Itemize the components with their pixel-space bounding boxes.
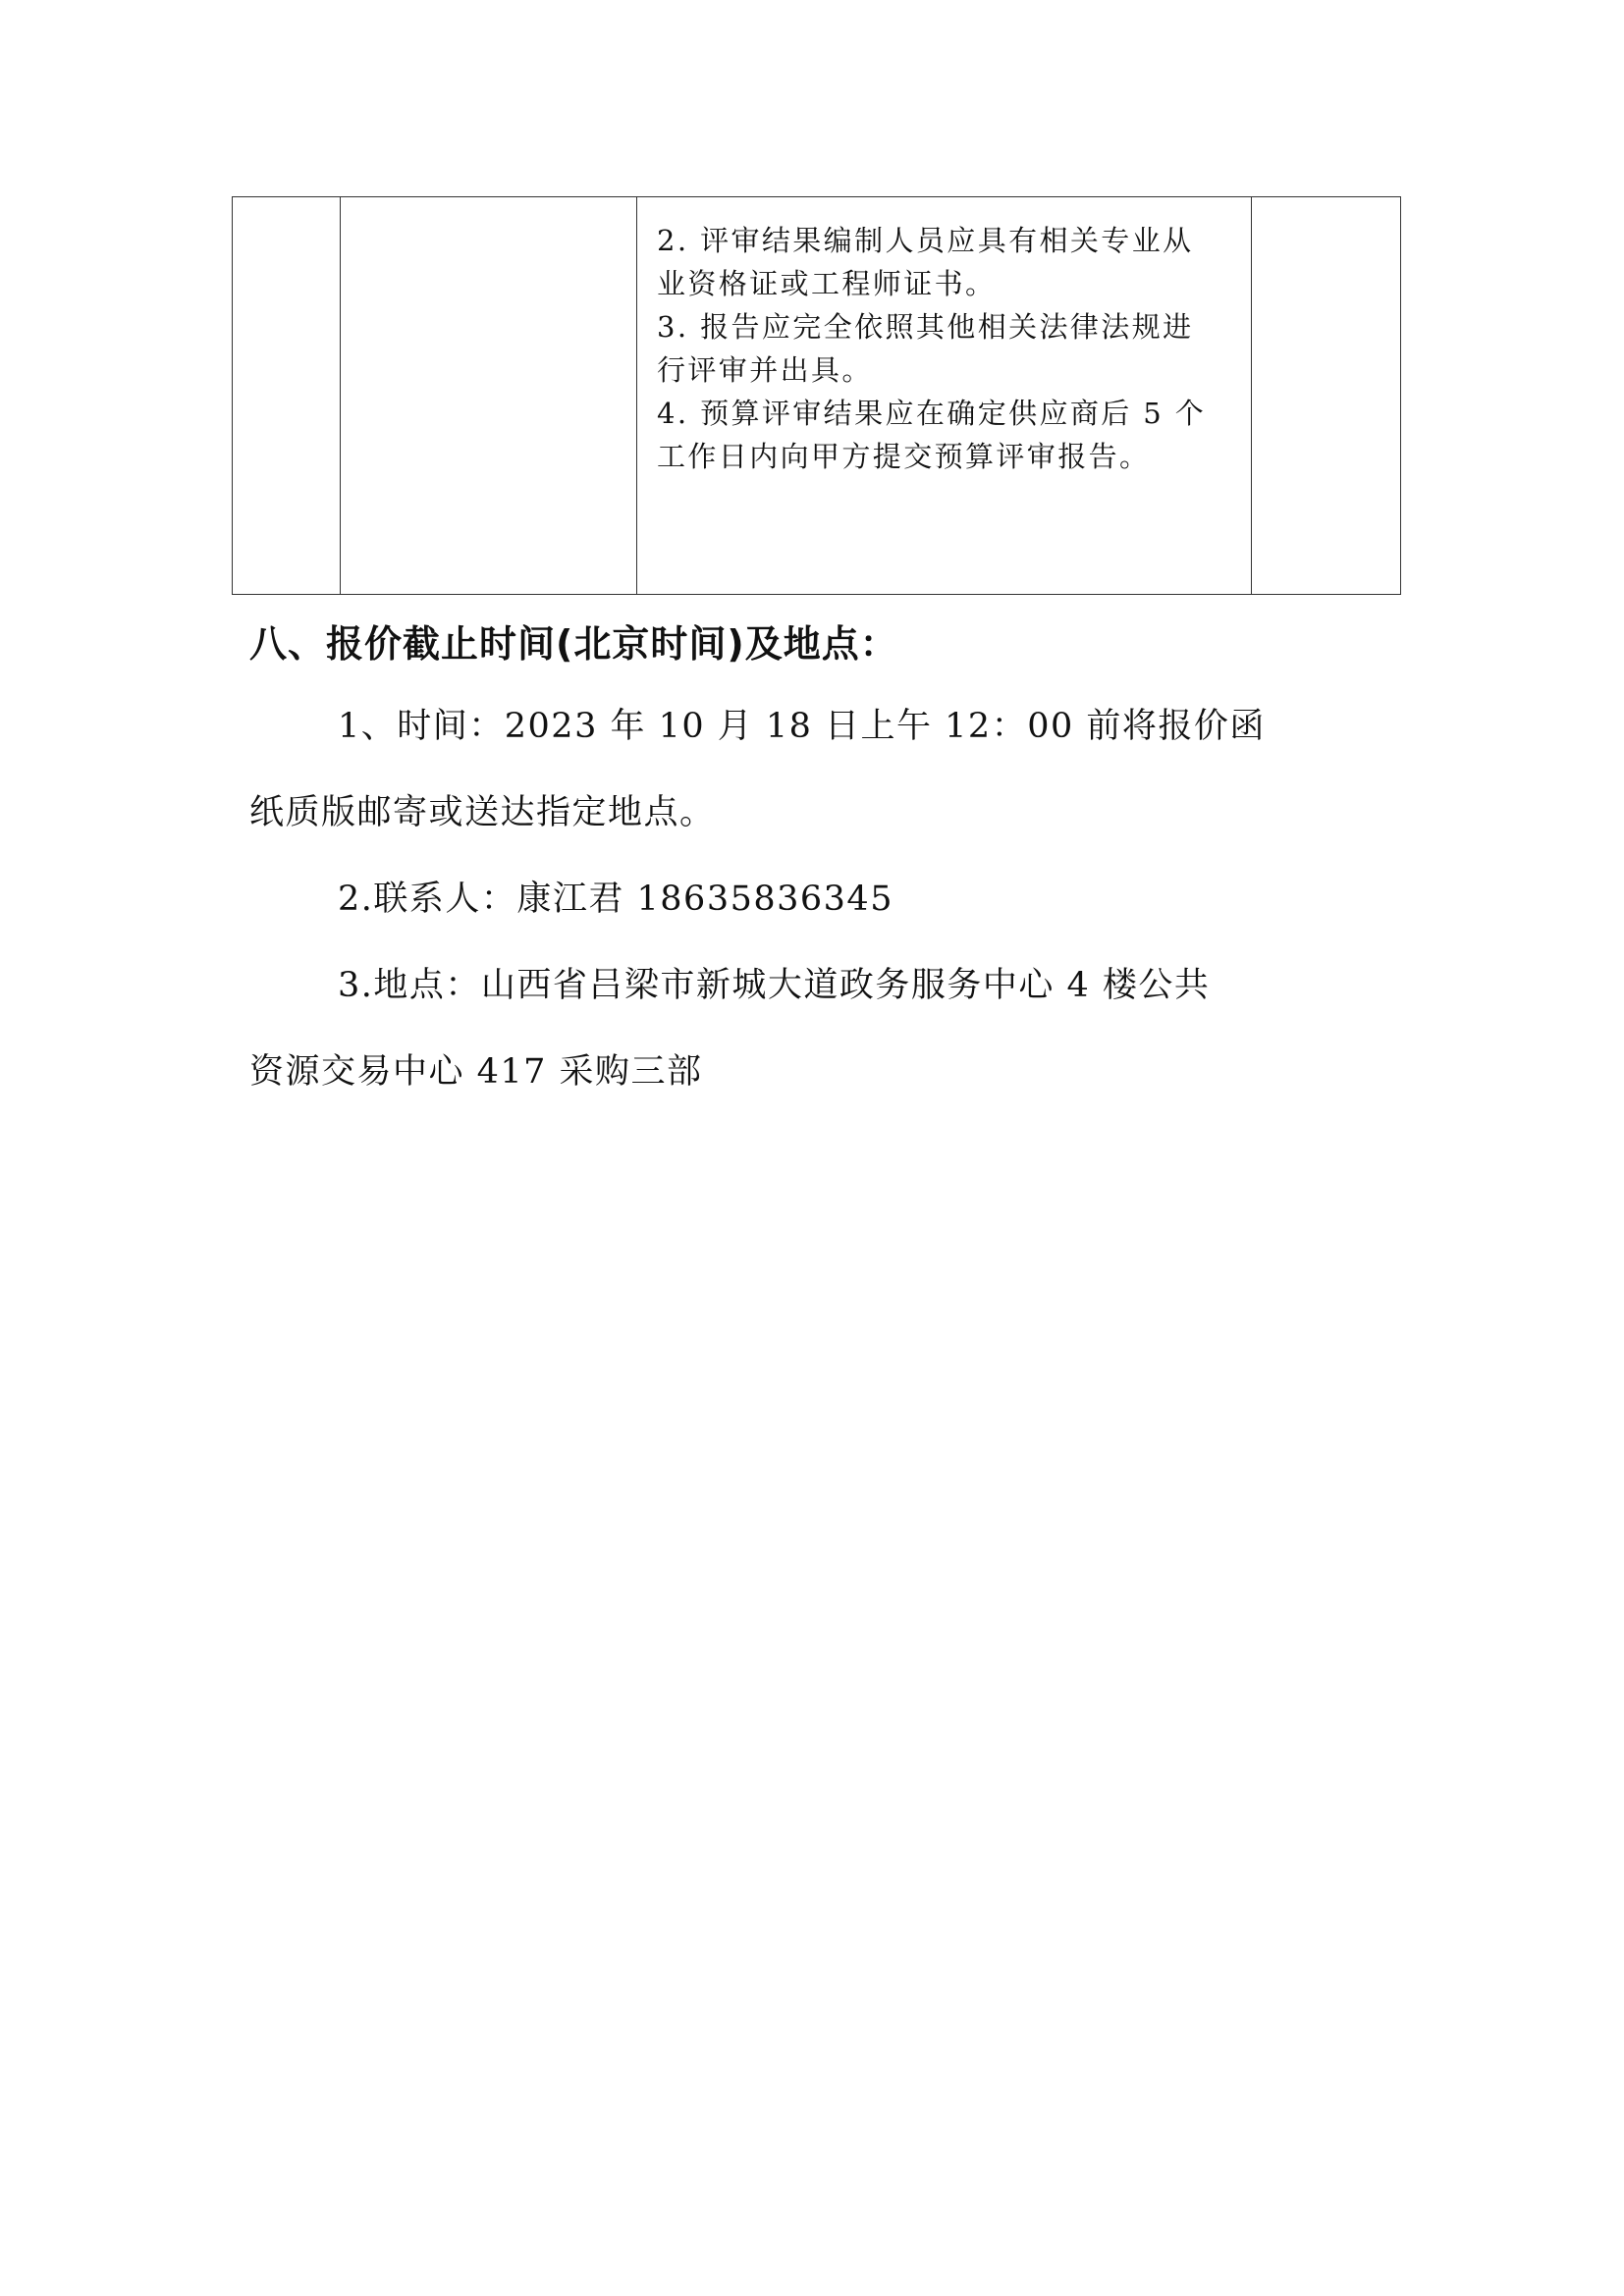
requirements-table — [232, 196, 1401, 595]
section-heading: 八、报价截止时间(北京时间)及地点： — [249, 622, 898, 666]
requirement-line: 业资格证或工程师证书。 — [657, 267, 997, 300]
deadline-time-line-cont: 纸质版邮寄或送达指定地点。 — [249, 793, 716, 832]
address-line-cont: 资源交易中心 417 采购三部 — [249, 1052, 703, 1092]
requirement-line: 4. 预算评审结果应在确定供应商后 5 个 — [657, 397, 1207, 430]
requirement-line: 3. 报告应完全依照其他相关法律法规进 — [657, 310, 1194, 344]
table-cell-index — [233, 197, 341, 595]
table-cell-item — [341, 197, 637, 595]
table-cell-requirements — [637, 197, 1252, 595]
table-row — [233, 197, 1401, 595]
requirement-line: 2. 评审结果编制人员应具有相关专业从 — [657, 224, 1194, 257]
requirement-line: 工作日内向甲方提交预算评审报告。 — [657, 440, 1151, 473]
table-cell-remarks — [1252, 197, 1401, 595]
contact-line: 2.联系人：康江君 18635836345 — [338, 880, 893, 919]
address-line: 3.地点：山西省吕梁市新城大道政务服务中心 4 楼公共 — [338, 966, 1211, 1005]
deadline-time-line: 1、时间：2023 年 10 月 18 日上午 12：00 前将报价函 — [338, 707, 1266, 746]
requirement-line: 行评审并出具。 — [657, 353, 873, 387]
requirements-text — [637, 197, 1251, 478]
